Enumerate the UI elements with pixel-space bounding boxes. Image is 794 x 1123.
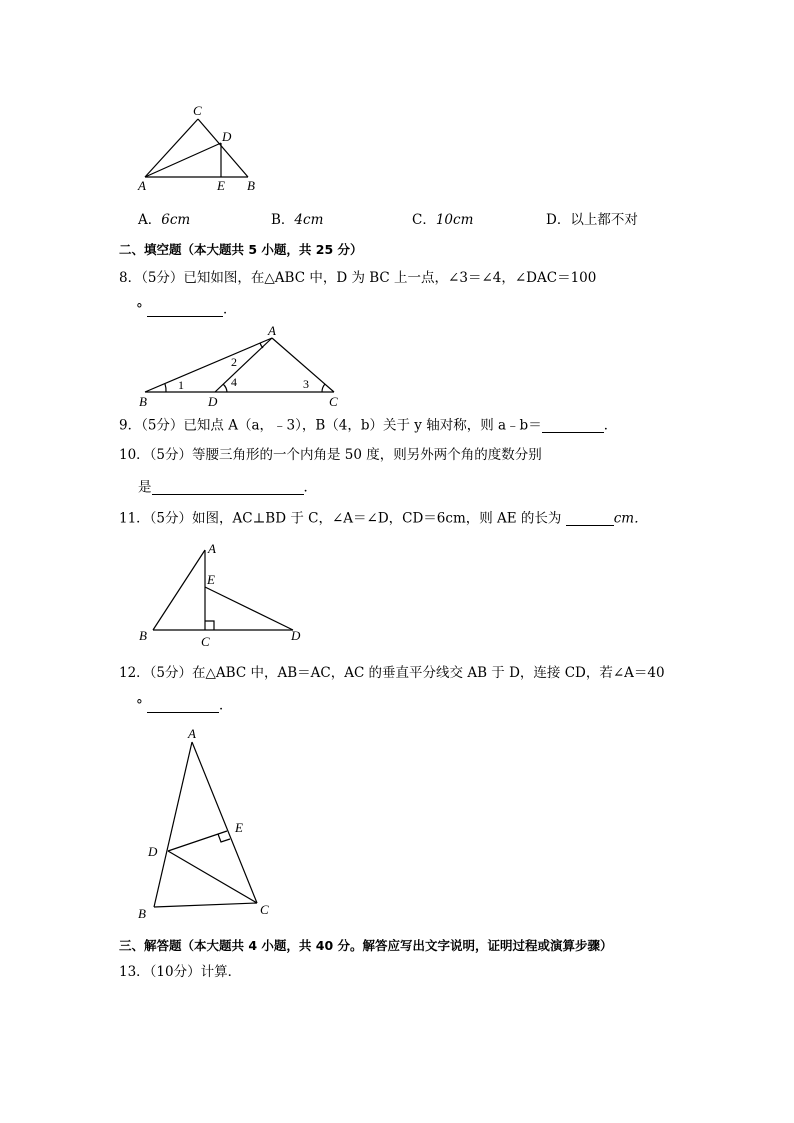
question-10-line1: 10．（5分）等腰三角形的一个内角是 50 度，则另外两个角的度数分别 bbox=[119, 447, 542, 463]
angle-label-2: 2 bbox=[231, 355, 237, 369]
label-a: A bbox=[188, 726, 196, 741]
question-12-line1: 12．（5分）在△ABC 中，AB＝AC，AC 的垂直平分线交 AB 于 D，连接 CD，若∠A＝40 bbox=[119, 665, 665, 681]
segment-ac bbox=[192, 742, 257, 903]
label-d: D bbox=[291, 628, 301, 643]
label-a: A bbox=[208, 541, 216, 556]
option-c[interactable]: C．10cm bbox=[412, 212, 474, 228]
label-b: B bbox=[138, 906, 146, 921]
angle-mark-3 bbox=[322, 384, 325, 392]
segment-cb bbox=[198, 119, 248, 177]
segment-ba bbox=[145, 338, 272, 392]
question-12-line2: ° ． bbox=[136, 697, 233, 714]
label-e: E bbox=[207, 572, 215, 587]
label-d: D bbox=[208, 394, 218, 409]
figure-q11 bbox=[135, 536, 310, 651]
label-e: E bbox=[217, 178, 225, 193]
segment-ab bbox=[154, 742, 192, 907]
figure-q8 bbox=[130, 322, 350, 410]
question-11: 11．（5分）如图，AC⊥BD 于 C，∠A＝∠D，CD＝6cm，则 AE 的长为 cm． bbox=[119, 510, 648, 527]
answer-blank-q8[interactable] bbox=[147, 302, 223, 317]
figure-q7 bbox=[130, 100, 270, 195]
answer-blank-q11[interactable] bbox=[566, 511, 614, 526]
right-angle-mark-e bbox=[218, 834, 230, 842]
segment-ad bbox=[145, 143, 221, 177]
question-8-line2: ° ． bbox=[136, 301, 237, 318]
label-b: B bbox=[139, 394, 147, 409]
label-d: D bbox=[148, 844, 158, 859]
label-d: D bbox=[222, 129, 232, 144]
question-8-line1: 8．（5分）已知如图，在△ABC 中，D 为 BC 上一点，∠3＝∠4，∠DAC＝100 bbox=[119, 270, 597, 286]
option-d[interactable]: D．以上都不对 bbox=[546, 212, 638, 228]
angle-label-1: 1 bbox=[178, 378, 184, 392]
segment-ac bbox=[145, 119, 198, 177]
label-c: C bbox=[193, 103, 202, 118]
label-a: A bbox=[268, 323, 276, 338]
label-c: C bbox=[201, 634, 210, 649]
option-b[interactable]: B．4cm bbox=[271, 212, 324, 228]
answer-blank-q10[interactable] bbox=[152, 480, 304, 495]
segment-ba bbox=[153, 550, 205, 630]
answer-blank-q9[interactable] bbox=[542, 418, 604, 433]
answer-blank-q12[interactable] bbox=[147, 698, 219, 713]
segment-dc bbox=[168, 851, 257, 903]
angle-label-4: 4 bbox=[231, 375, 237, 389]
label-c: C bbox=[260, 902, 269, 917]
label-e: E bbox=[235, 820, 243, 835]
segment-ed bbox=[205, 587, 293, 630]
figure-q12 bbox=[130, 722, 290, 922]
angle-label-3: 3 bbox=[303, 377, 309, 391]
question-10-line2: 是 ． bbox=[138, 479, 317, 496]
question-9: 9．（5分）已知点 A（a，﹣3），B（4，b）关于 y 轴对称，则 a﹣b＝ ． bbox=[119, 417, 618, 434]
segment-bc bbox=[154, 903, 257, 907]
label-b: B bbox=[247, 178, 255, 193]
label-c: C bbox=[329, 394, 338, 409]
section-title-solutions: 三、解答题（本大题共 4 小题，共 40 分。解答应写出文字说明，证明过程或演算步骤） bbox=[119, 938, 613, 953]
angle-mark-4 bbox=[223, 384, 227, 392]
question-13: 13．（10分）计算． bbox=[119, 964, 242, 980]
right-angle-mark-c bbox=[205, 621, 214, 630]
label-b: B bbox=[139, 628, 147, 643]
option-a[interactable]: A．6cm bbox=[138, 212, 191, 228]
angle-mark-1 bbox=[165, 384, 166, 392]
section-title-fill-in: 二、填空题（本大题共 5 小题，共 25 分） bbox=[119, 242, 363, 257]
label-a: A bbox=[138, 178, 146, 193]
